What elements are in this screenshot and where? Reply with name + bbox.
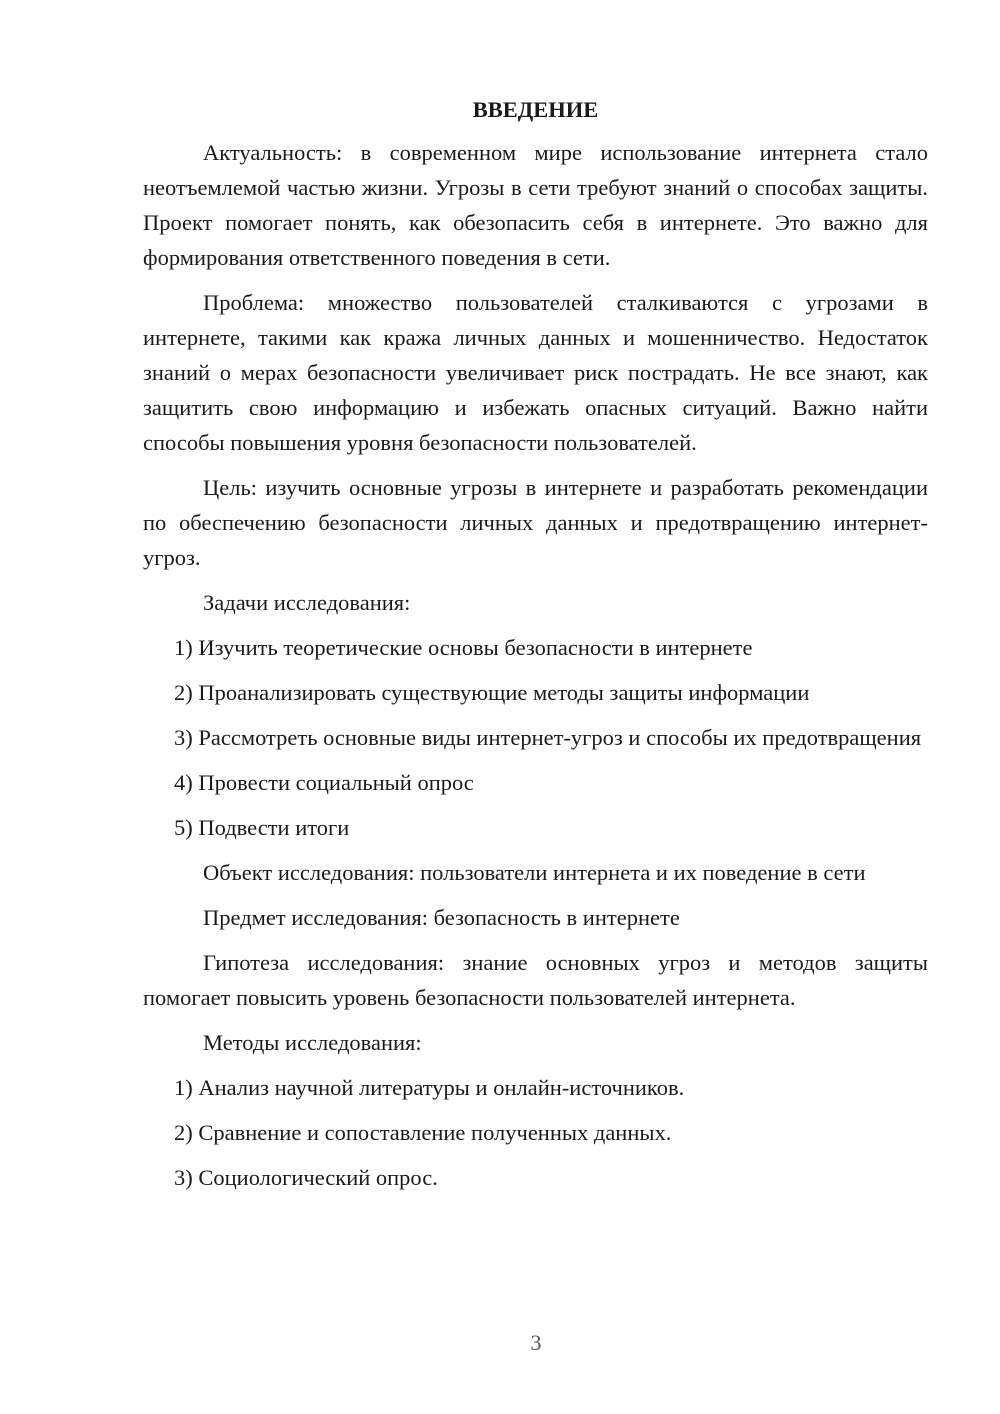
method-item-1: 1) Анализ научной литературы и онлайн-источников. [174, 1075, 685, 1100]
goal-paragraph: Цель: изучить основные угрозы в интернете и разработать рекомендации по обеспечению безопасности личных данных и предотвращению интернет-угроз. [143, 475, 928, 570]
task-item-3: 3) Рассмотреть основные виды интернет-угроз и способы их предотвращения [174, 725, 922, 750]
relevance-paragraph: Актуальность: в современном мире использование интернета стало неотъемлемой частью жизни. Угрозы в сети требуют знаний о способах защиты. Проект помогает понять, как обезопасить себя в интернете. Это важно для формирования ответственного поведения в сети. [143, 140, 928, 270]
subject-paragraph: Предмет исследования: безопасность в интернете [203, 905, 680, 930]
page-number: 3 [530, 1330, 542, 1355]
method-item-2: 2) Сравнение и сопоставление полученных данных. [174, 1120, 672, 1145]
method-item-3: 3) Социологический опрос. [174, 1165, 438, 1190]
object-paragraph: Объект исследования: пользователи интернета и их поведение в сети [203, 860, 866, 885]
page-content [143, 92, 928, 1205]
task-item-1: 1) Изучить теоретические основы безопасности в интернете [174, 635, 753, 660]
problem-paragraph: Проблема: множество пользователей сталкиваются с угрозами в интернете, такими как кража личных данных и мошенничество. Недостаток знаний о мерах безопасности увеличивает риск пострадать. Не все знают, как защитить свою информацию и избежать опасных ситуаций. Важно найти способы повышения уровня безопасности пользователей. [143, 290, 928, 455]
methods-heading: Методы исследования: [203, 1030, 422, 1055]
section-title: ВВЕДЕНИЕ [472, 97, 599, 122]
tasks-heading: Задачи исследования: [203, 590, 411, 615]
task-item-5: 5) Подвести итоги [174, 815, 350, 840]
hypothesis-paragraph: Гипотеза исследования: знание основных угроз и методов защиты помогает повысить уровень безопасности пользователей интернета. [143, 950, 928, 1010]
task-item-2: 2) Проанализировать существующие методы защиты информации [174, 680, 810, 705]
task-item-4: 4) Провести социальный опрос [174, 770, 474, 795]
